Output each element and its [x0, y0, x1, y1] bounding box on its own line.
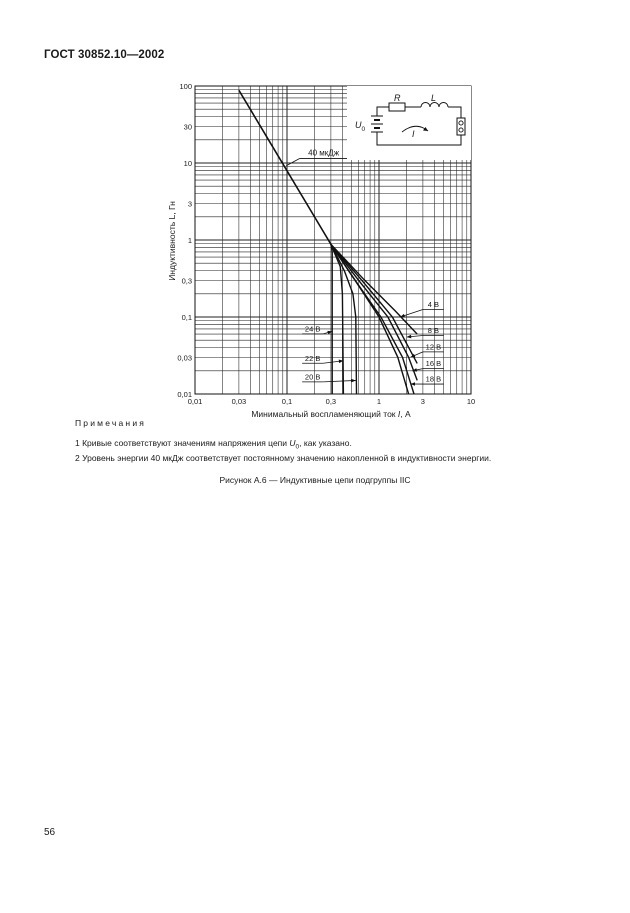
y-tick-label: 0,03	[177, 353, 192, 363]
note-1: 1 Кривые соответствуют значениям напряжения цепи $U_0$, как указано.	[75, 438, 352, 451]
series-leader	[323, 380, 356, 381]
series-label: 20 В	[304, 372, 321, 382]
circuit-inset	[347, 86, 471, 160]
energy-leader	[286, 159, 299, 166]
inductor-label: L	[431, 93, 437, 103]
y-tick-label: 10	[183, 159, 192, 168]
document-header: ГОСТ 30852.10—2002	[44, 49, 165, 61]
x-tick-label: 3	[420, 397, 425, 406]
series-label: 8 В	[427, 325, 440, 335]
figure-caption: Рисунок А.6 — Индуктивные цепи подгруппы IIС	[219, 475, 411, 485]
y-tick-label: 1	[187, 236, 192, 245]
y-tick-label: 30	[183, 122, 192, 132]
page-number: 56	[44, 827, 56, 838]
voltage-source-label: $U_0$	[355, 120, 366, 133]
series-label: 24 В	[304, 324, 321, 334]
current-label: I	[412, 129, 415, 139]
inductance-chart	[0, 0, 630, 420]
series-label: 18 В	[425, 374, 442, 384]
x-tick-label: 0,03	[231, 397, 247, 406]
energy-line	[239, 90, 331, 244]
y-tick-label: 100	[179, 82, 192, 91]
series-label: 4 В	[427, 299, 440, 309]
series-arrowhead	[351, 379, 356, 383]
battery-symbol	[371, 112, 383, 136]
resistor-symbol	[389, 103, 405, 111]
y-tick-label: 0,3	[181, 276, 192, 286]
y-axis-label: Индуктивность L, Гн	[167, 201, 177, 281]
notes-title: Примечания	[75, 418, 147, 428]
energy-label: 40 мкДж	[308, 148, 340, 158]
y-tick-label: 3	[187, 199, 192, 209]
series-label: 12 В	[425, 342, 442, 352]
x-tick-label: 10	[466, 397, 476, 406]
y-tick-label: 0,1	[181, 313, 192, 322]
x-tick-label: 0,3	[325, 397, 337, 406]
note-2: 2 Уровень энергии 40 мкДж соответствует постоянному значению накопленной в индуктивности энергии.	[75, 453, 492, 463]
series-arrowhead	[400, 314, 405, 317]
series-label: 16 В	[425, 359, 442, 369]
x-tick-label: 0,01	[187, 397, 203, 406]
series-label: 22 В	[304, 353, 321, 363]
x-tick-label: 1	[376, 397, 382, 406]
x-tick-label: 0,1	[281, 397, 293, 406]
y-tick-label: 0,01	[177, 390, 192, 399]
x-axis-label: Минимальный воспламеняющий ток I, А	[251, 409, 411, 419]
resistor-label: R	[394, 93, 401, 103]
